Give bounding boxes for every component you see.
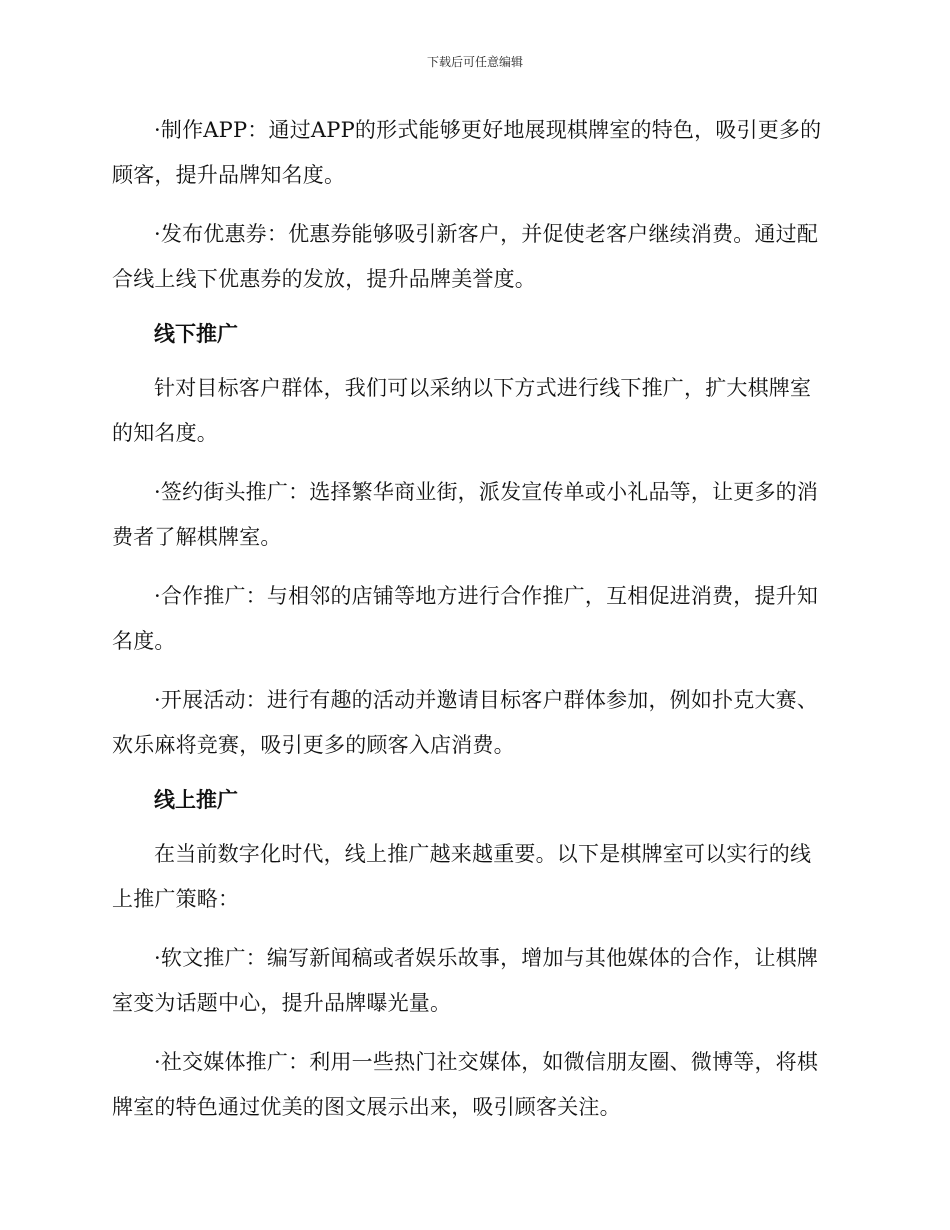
paragraph-cooperation-promotion: ·合作推广：与相邻的店铺等地方进行合作推广，互相促进消费，提升知名度。 xyxy=(112,584,819,653)
paragraph-social-media: ·社交媒体推广：利用一些热门社交媒体，如微信朋友圈、微博等，将棋牌室的特色通过优美的图文展示出来，吸引顾客关注。 xyxy=(112,1050,819,1119)
paragraph-online-intro: 在当前数字化时代，线上推广越来越重要。以下是棋牌室可以实行的线上推广策略： xyxy=(112,842,812,911)
section-heading-online: 线上推广 xyxy=(154,788,238,812)
document-body xyxy=(112,108,832,1144)
paragraph-coupon: ·发布优惠券：优惠券能够吸引新客户，并促使老客户继续消费。通过配合线上线下优惠券的发放，提升品牌美誉度。 xyxy=(112,222,819,291)
paragraph-offline-intro: 针对目标客户群体，我们可以采纳以下方式进行线下推广，扩大棋牌室的知名度。 xyxy=(112,376,812,445)
section-heading-offline: 线下推广 xyxy=(154,322,238,346)
page-header: 下载后可任意编辑 xyxy=(426,55,523,69)
paragraph-app: ·制作APP：通过APP的形式能够更好地展现棋牌室的特色，吸引更多的顾客，提升品牌知名度。 xyxy=(112,118,822,187)
paragraph-street-promotion: ·签约街头推广：选择繁华商业街，派发宣传单或小礼品等，让更多的消费者了解棋牌室。 xyxy=(112,480,819,549)
paragraph-events: ·开展活动：进行有趣的活动并邀请目标客户群体参加，例如扑克大赛、欢乐麻将竞赛，吸引更多的顾客入店消费。 xyxy=(112,688,819,757)
paragraph-soft-article: ·软文推广：编写新闻稿或者娱乐故事，增加与其他媒体的合作，让棋牌室变为话题中心，提升品牌曝光量。 xyxy=(112,946,819,1015)
